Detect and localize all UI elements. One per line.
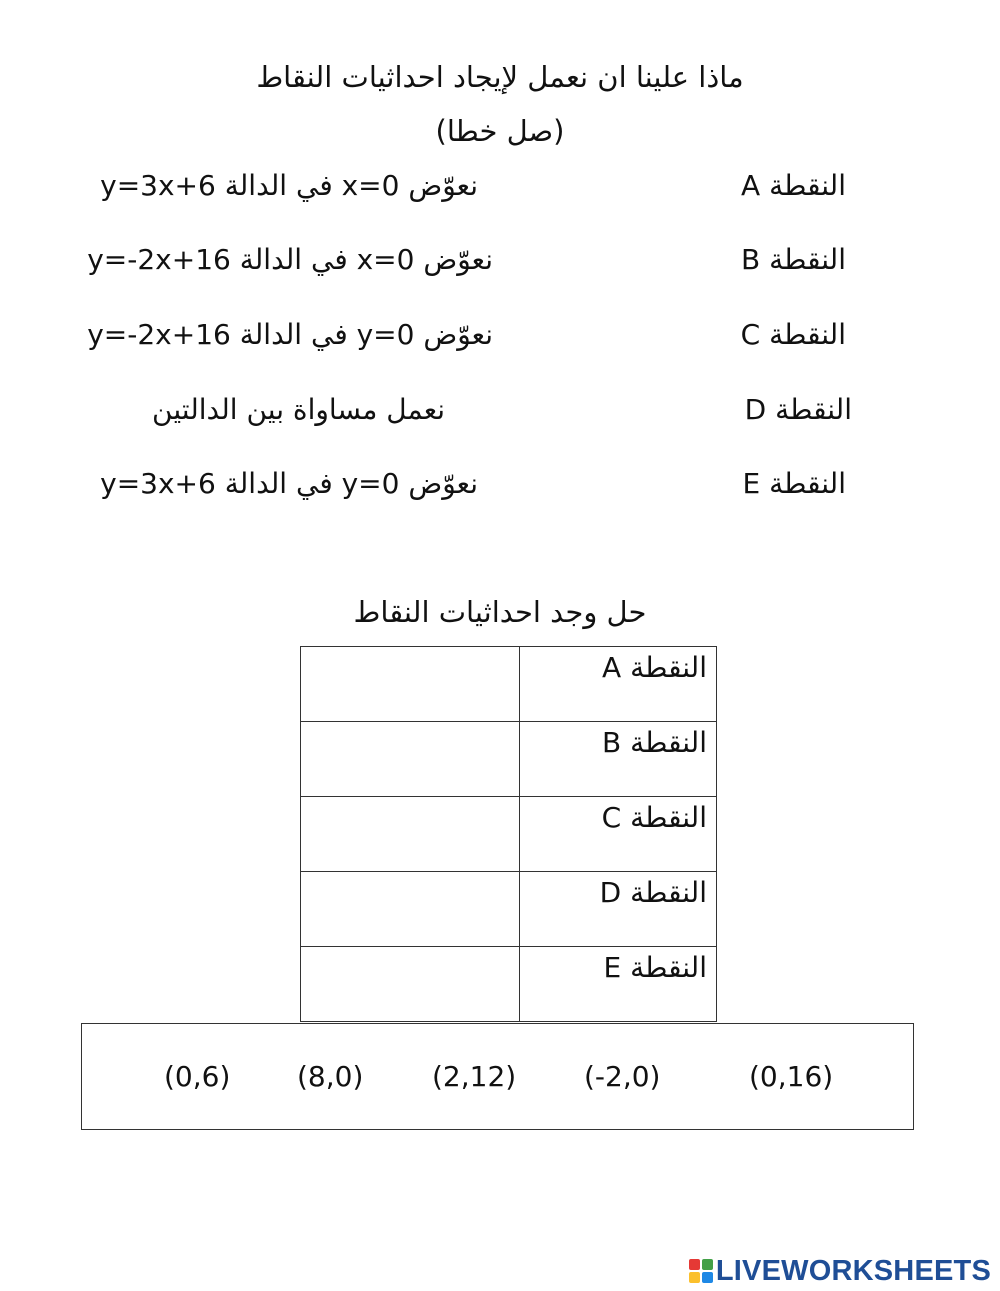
answer-option[interactable]: (0,6) — [164, 1060, 231, 1093]
answer-option[interactable]: (0,16) — [749, 1060, 834, 1093]
answer-drop-cell[interactable] — [301, 797, 520, 872]
logo-icon — [689, 1259, 713, 1283]
liveworksheets-logo — [689, 1254, 991, 1288]
match-instruction-c[interactable]: نعوّض y=0 في الدالة y=-2x+16 — [87, 318, 493, 351]
point-label: النقطة D — [599, 876, 707, 909]
table-label-cell — [520, 872, 717, 947]
logo-text: LIVEWORKSHEETS — [715, 1254, 991, 1287]
logo-square — [702, 1259, 713, 1270]
table-row — [301, 722, 717, 797]
match-instruction-e[interactable]: نعوّض y=0 في الدالة y=3x+6 — [100, 467, 478, 500]
table-row — [301, 872, 717, 947]
point-label: النقطة E — [603, 951, 707, 984]
match-point-e[interactable]: النقطة E — [742, 467, 846, 500]
match-instruction-a[interactable]: نعوّض x=0 في الدالة y=3x+6 — [100, 169, 478, 202]
table-row — [301, 647, 717, 722]
answer-option[interactable]: (2,12) — [432, 1060, 517, 1093]
match-instruction-b[interactable]: نعوّض x=0 في الدالة y=-2x+16 — [87, 243, 493, 276]
answer-option[interactable]: (-2,0) — [584, 1060, 661, 1093]
table-label-cell — [520, 947, 717, 1022]
point-label: النقطة C — [601, 801, 707, 834]
match-point-d[interactable]: النقطة D — [744, 393, 852, 426]
answer-drop-cell[interactable] — [301, 947, 520, 1022]
logo-square — [689, 1259, 700, 1270]
answer-option[interactable]: (8,0) — [297, 1060, 364, 1093]
point-label: النقطة A — [602, 651, 707, 684]
match-instruction-d[interactable]: نعمل مساواة بين الدالتين — [152, 393, 445, 426]
answer-table — [300, 646, 717, 1022]
table-row — [301, 947, 717, 1022]
answer-drop-cell[interactable] — [301, 872, 520, 947]
page-subtitle: (صل خطا) — [435, 114, 565, 148]
table-label-cell — [520, 647, 717, 722]
answer-bank — [81, 1023, 914, 1130]
logo-square — [689, 1272, 700, 1283]
match-point-c[interactable]: النقطة C — [740, 318, 846, 351]
answer-drop-cell[interactable] — [301, 722, 520, 797]
logo-square — [702, 1272, 713, 1283]
table-label-cell — [520, 722, 717, 797]
answer-drop-cell[interactable] — [301, 647, 520, 722]
table-label-cell — [520, 797, 717, 872]
match-point-b[interactable]: النقطة B — [740, 243, 846, 276]
point-label: النقطة B — [601, 726, 707, 759]
section-title-solve: حل وجد احداثيات النقاط — [353, 595, 647, 629]
match-point-a[interactable]: النقطة A — [741, 169, 846, 202]
page-title: ماذا علينا ان نعمل لإيجاد احداثيات النقاط — [256, 60, 744, 94]
table-row — [301, 797, 717, 872]
